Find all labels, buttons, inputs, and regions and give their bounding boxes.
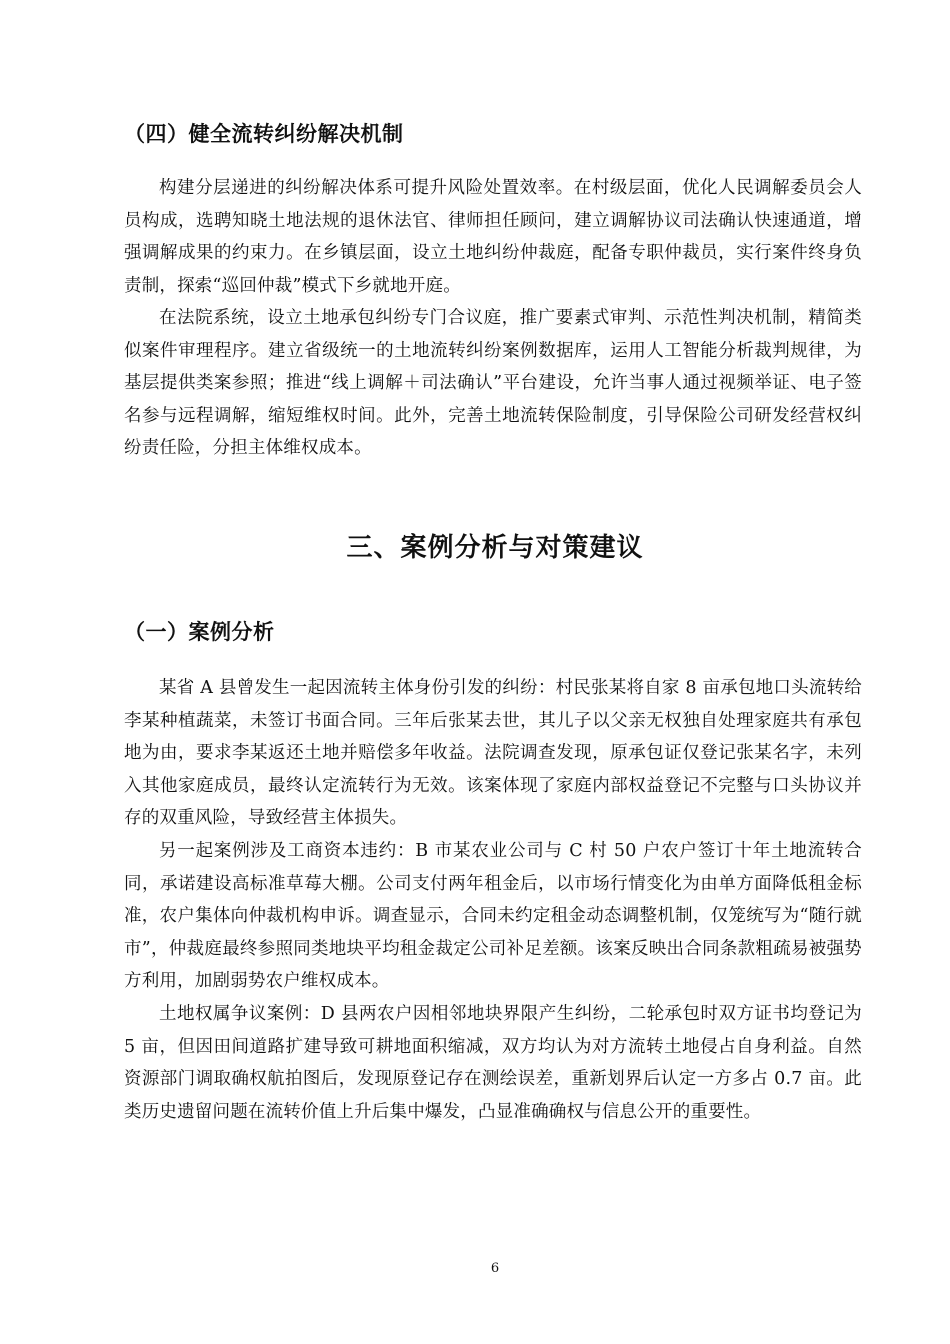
chapter-title: 三、案例分析与对策建议: [346, 533, 644, 563]
paragraph: 另一起案例涉及工商资本违约：B 市某农业公司与 C 村 50 户农户签订十年土地流转合同，承诺建设高标准草莓大棚。公司支付两年租金后，以市场行情变化为由单方面降低租金标准，农户集体向仲裁机构申诉。调查显示，合同未约定租金动态调整机制，仅笼统写为“随行就市”，仲裁庭最终参照同类地块平均租金裁定公司补足差额。该案反映出合同条款粗疏易被强势方利用，加剧弱势农户维权成本。: [124, 841, 862, 991]
paragraph: 构建分层递进的纠纷解决体系可提升风险处置效率。在村级层面，优化人民调解委员会人员构成，选聘知晓土地法规的退休法官、律师担任顾问，建立调解协议司法确认快速通道，增强调解成果的约束力。在乡镇层面，设立土地纠纷仲裁庭，配备专职仲裁员，实行案件终身负责制，探索“巡回仲裁”模式下乡就地开庭。: [124, 178, 862, 296]
paragraph: 土地权属争议案例：D 县两农户因相邻地块界限产生纠纷，二轮承包时双方证书均登记为 5 亩，但因田间道路扩建导致可耕地面积缩减，双方均认为对方流转土地侵占自身利益。自然资源部门调取确权航拍图后，发现原登记存在测绘误差，重新划界后认定一方多占 0.7 亩。此类历史遗留问题在流转价值上升后集中爆发，凸显准确确权与信息公开的重要性。: [124, 1004, 862, 1122]
section-heading-4: （四）健全流转纠纷解决机制: [124, 122, 404, 146]
page-number: 6: [490, 1261, 500, 1276]
section-heading-1: （一）案例分析: [124, 620, 275, 644]
paragraph: 某省 A 县曾发生一起因流转主体身份引发的纠纷：村民张某将自家 8 亩承包地口头流转给李某种植蔬菜，未签订书面合同。三年后张某去世，其儿子以父亲无权独自处理家庭共有承包地为由，要求李某返还土地并赔偿多年收益。法院调查发现，原承包证仅登记张某名字，未列入其他家庭成员，最终认定流转行为无效。该案体现了家庭内部权益登记不完整与口头协议并存的双重风险，导致经营主体损失。: [124, 678, 862, 828]
paragraph: 在法院系统，设立土地承包纠纷专门合议庭，推广要素式审判、示范性判决机制，精简类似案件审理程序。建立省级统一的土地流转纠纷案例数据库，运用人工智能分析裁判规律，为基层提供类案参照；推进“线上调解＋司法确认”平台建设，允许当事人通过视频举证、电子签名参与远程调解，缩短维权时间。此外，完善土地流转保险制度，引导保险公司研发经营权纠纷责任险，分担主体维权成本。: [124, 308, 862, 458]
